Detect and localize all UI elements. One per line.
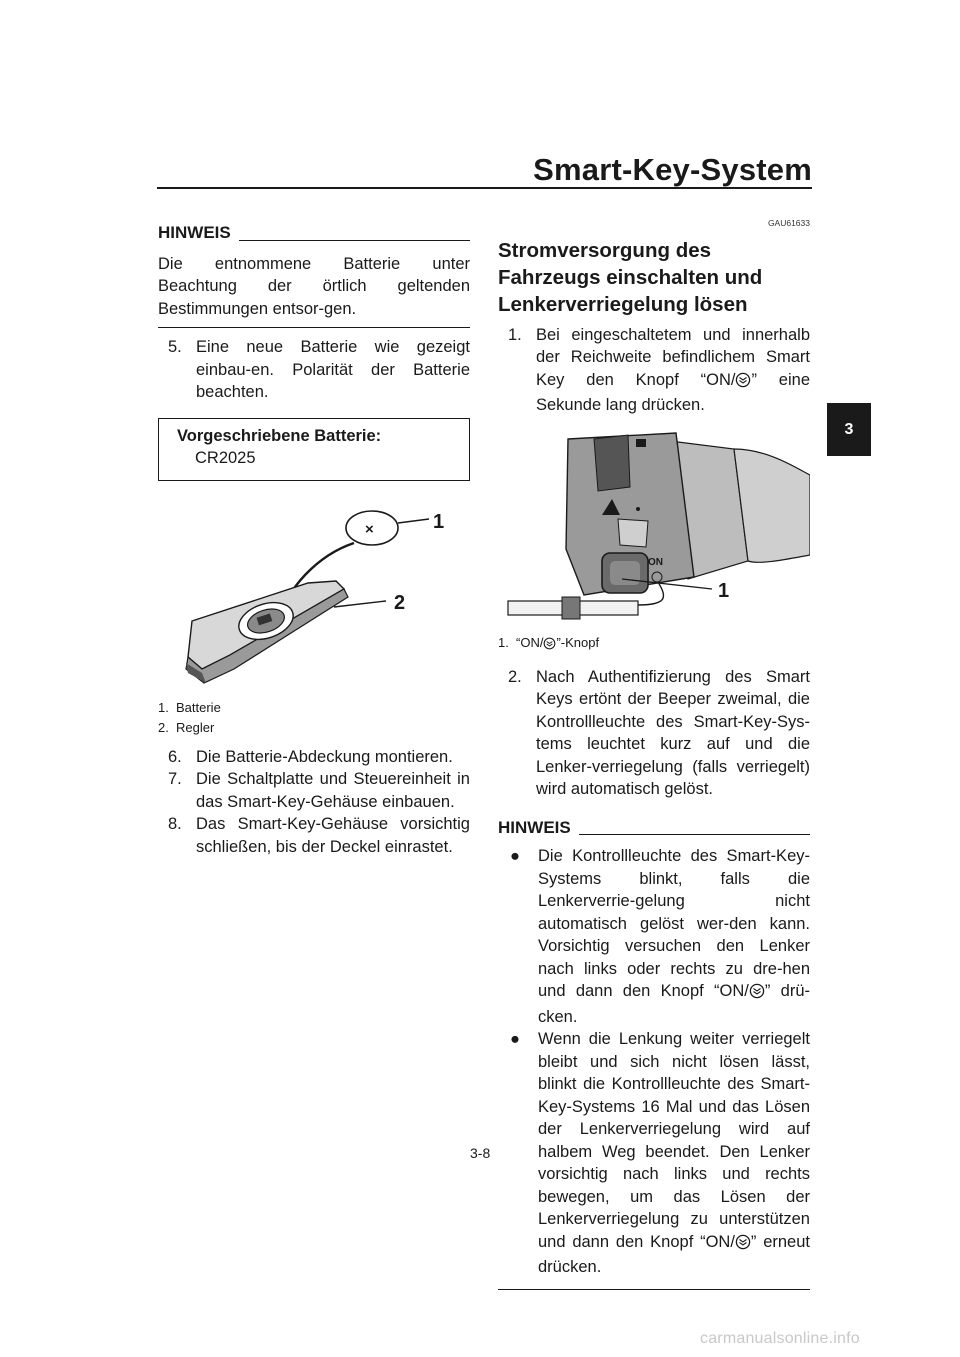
hinweis-bullet: ● Die Kontrollleuchte des Smart-Key-Systems blinkt, falls die Lenkerverrie-gelung nicht automatisch gelöst wer-den kann. Vorsichtig versuchen den Lenker nach links oder rechts zu dre-hen und dann den Knopf “ON/ ” drü-cken. (510, 847, 810, 1026)
figure-caption (158, 698, 470, 738)
hinweis-rule (239, 240, 470, 241)
callout-2: 2 (394, 591, 406, 614)
start-switch (618, 519, 648, 547)
hinweis-heading (498, 817, 810, 840)
battery-figure (158, 497, 470, 692)
on-label: ON (648, 556, 663, 568)
chapter-tab: 3 (827, 403, 871, 456)
hinweis-bullet: ● Wenn die Lenkung weiter verriegelt bleibt und sich nicht lösen lässt, blinkt die Kontrollleuchte des Smart-Key-Systems 16 Mal und das Lösen der Lenkerverriegelung wird auf halbem Weg beendet. Den Lenker vorsichtig nach links und rechts bewegen, um das Lösen der Lenkerverriegelung zu unterstützen und dann den Knopf “ON/ ” erneut drücken. (510, 1030, 810, 1276)
callout-line-2 (334, 601, 386, 607)
smart-key-icon (735, 1234, 751, 1257)
engine-stop-switch (594, 435, 630, 491)
hinweis-box (498, 839, 810, 1290)
smart-key-icon (735, 372, 751, 395)
hinweis-heading (158, 222, 470, 245)
section-title: Stromversorgung des Fahrzeugs einschalten und Lenkerverriegelung lösen (498, 238, 763, 316)
indicator-dot (636, 507, 640, 511)
battery-polarity-mark: × (365, 520, 374, 538)
hinweis-text: Die entnommene Batterie unter Beachtung der örtlich geltenden Bestimmungen entsor-gen. (158, 254, 470, 318)
reference-code: GAU61633 (767, 218, 810, 228)
step-number: 5. (168, 338, 182, 356)
step-7: 7. Die Schaltplatte und Steuereinheit in das Smart-Key-Gehäuse einbauen. (168, 770, 470, 811)
bullet-icon: ● (510, 1030, 520, 1048)
hinweis-label: HINWEIS (498, 817, 571, 837)
page-number: 3-8 (470, 1145, 491, 1161)
step-text: Eine neue Batterie wie gezeigt einbau-en. Polarität der Batterie beachten. (196, 338, 470, 401)
title-rule (157, 187, 812, 189)
smart-key-icon (749, 983, 765, 1006)
on-button-face (610, 561, 640, 585)
hinweis-rule (579, 834, 810, 835)
switch-symbol (636, 439, 646, 447)
hinweis-label: HINWEIS (158, 223, 231, 242)
step-1: 1. Bei eingeschaltetem und innerhalb der Reichweite befindlichem Smart Key den Knopf “ON/ ” eine Sekunde lang drücken. (508, 325, 810, 414)
callout-1: 1 (718, 579, 730, 602)
step-6: 6. Die Batterie-Abdeckung montieren. (168, 747, 453, 766)
callout-1: 1 (433, 510, 445, 533)
spec-label: Vorgeschriebene Batterie: (177, 426, 382, 445)
spec-value: CR2025 (195, 449, 256, 467)
smart-key-icon (543, 636, 556, 656)
caption-item: 2. Regler (158, 719, 215, 735)
watermark: carmanualsonline.info (700, 1330, 860, 1347)
hinweis-box (158, 245, 470, 329)
step-5 (158, 336, 470, 404)
step-2: 2. Nach Authentifizierung des Smart Keys ertönt der Beeper zweimal, die Kontrollleuchte des Smart-Key-Sys-tems leuchtet kurz auf und die Lenker-verriegelung (falls verriegelt) wird automatisch gelöst. (508, 667, 810, 798)
left-column (158, 222, 470, 858)
spec-box (158, 418, 470, 481)
figure-caption: 1. “ON/ ”-Knopf (498, 633, 810, 656)
caption-item: 1. Batterie (158, 699, 221, 715)
handlebar-clamp (562, 597, 580, 619)
bullet-icon: ● (510, 847, 520, 865)
page-title: Smart-Key-System (533, 152, 812, 187)
handlebar-switch-figure (498, 429, 810, 629)
callout-line-1 (398, 519, 429, 523)
step-8: 8. Das Smart-Key-Gehäuse vorsichtig schließen, bis der Deckel einrastet. (168, 815, 470, 856)
right-column (498, 212, 810, 1290)
